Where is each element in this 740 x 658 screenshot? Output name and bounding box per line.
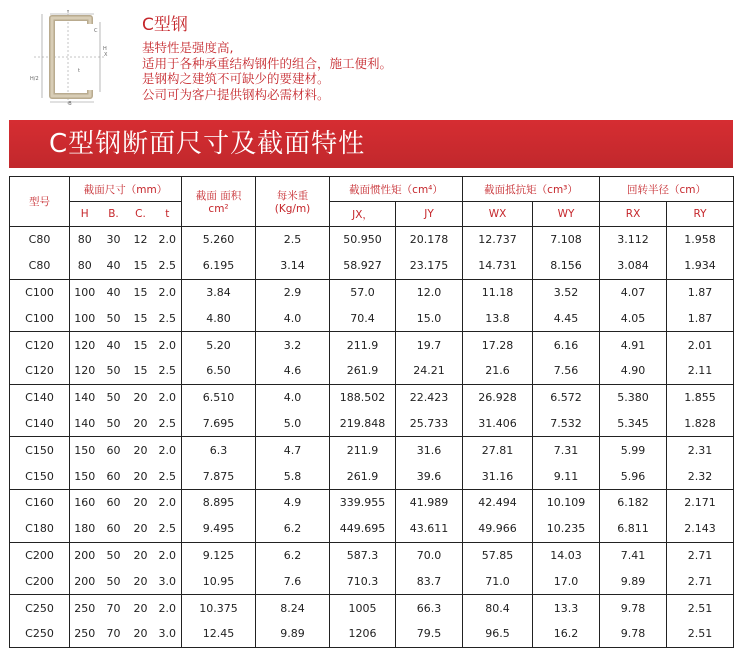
cell-area: 5.260	[182, 227, 256, 253]
description-line: 公司可为客户提供钢构必需材料。	[142, 86, 330, 102]
cell-jx: 710.3	[330, 568, 396, 594]
product-header	[0, 0, 740, 112]
cell-c: 15	[128, 358, 154, 384]
cell-area: 8.895	[182, 489, 256, 515]
cell-wx: 96.5	[463, 621, 533, 647]
cell-jx: 261.9	[330, 358, 396, 384]
cell-weight: 5.8	[256, 463, 330, 489]
header-weight-unit: (Kg/m)	[274, 203, 311, 215]
cell-c: 20	[128, 463, 154, 489]
cell-rx: 3.112	[600, 227, 667, 253]
cell-jx: 50.950	[330, 227, 396, 253]
cell-c: 20	[128, 384, 154, 410]
cell-ry: 2.31	[667, 437, 734, 463]
cell-wx: 13.8	[463, 305, 533, 331]
cell-jx: 587.3	[330, 542, 396, 568]
cell-jy: 24.21	[396, 358, 463, 384]
description-line: 是钢构之建筑不可缺少的要建材。	[142, 71, 330, 86]
header-weight-label: 每米重	[276, 190, 309, 202]
cell-area: 10.95	[182, 568, 256, 594]
cell-wx: 49.966	[463, 516, 533, 542]
cell-h: 120	[70, 332, 100, 358]
cell-weight: 9.89	[256, 621, 330, 647]
header-weight	[256, 177, 330, 227]
cell-h: 180	[70, 516, 100, 542]
cell-weight: 2.9	[256, 279, 330, 305]
cell-t: 2.0	[154, 332, 182, 358]
cell-model: C80	[10, 253, 70, 279]
header-b: B.	[100, 202, 128, 227]
cell-model: C150	[10, 437, 70, 463]
cell-t: 3.0	[154, 568, 182, 594]
cell-jy: 20.178	[396, 227, 463, 253]
cell-jy: 39.6	[396, 463, 463, 489]
table-row	[10, 437, 734, 463]
cell-weight: 6.2	[256, 542, 330, 568]
cell-area: 3.84	[182, 279, 256, 305]
b-label: B	[68, 101, 72, 105]
cell-area: 7.695	[182, 411, 256, 437]
cell-wy: 9.11	[533, 463, 600, 489]
cell-wy: 4.45	[533, 305, 600, 331]
cell-wx: 14.731	[463, 253, 533, 279]
cell-b: 50	[100, 358, 128, 384]
cell-b: 60	[100, 489, 128, 515]
cell-t: 2.5	[154, 305, 182, 331]
cell-jy: 43.611	[396, 516, 463, 542]
cell-c: 20	[128, 437, 154, 463]
section-banner: C型钢断面尺寸及截面特性	[9, 120, 733, 168]
y-axis-label: Y	[66, 10, 70, 15]
cell-wy: 6.572	[533, 384, 600, 410]
cell-ry: 2.51	[667, 595, 734, 621]
cell-weight: 6.2	[256, 516, 330, 542]
cell-area: 6.50	[182, 358, 256, 384]
cell-area: 6.3	[182, 437, 256, 463]
cell-ry: 1.934	[667, 253, 734, 279]
cell-h: 200	[70, 542, 100, 568]
cell-wx: 57.85	[463, 542, 533, 568]
cell-c: 20	[128, 411, 154, 437]
cell-jx: 1005	[330, 595, 396, 621]
cell-rx: 9.89	[600, 568, 667, 594]
cell-wx: 27.81	[463, 437, 533, 463]
cell-ry: 2.71	[667, 568, 734, 594]
cell-model: C120	[10, 358, 70, 384]
cell-rx: 5.345	[600, 411, 667, 437]
cell-t: 2.5	[154, 358, 182, 384]
header-c: C.	[128, 202, 154, 227]
header-t: t	[154, 202, 182, 227]
cell-ry: 2.51	[667, 621, 734, 647]
cell-area: 10.375	[182, 595, 256, 621]
cell-weight: 8.24	[256, 595, 330, 621]
cell-model: C100	[10, 279, 70, 305]
table-row	[10, 542, 734, 568]
cell-rx: 4.05	[600, 305, 667, 331]
half-h-label: H/2	[30, 76, 39, 82]
cell-ry: 2.01	[667, 332, 734, 358]
cell-h: 250	[70, 621, 100, 647]
cell-h: 160	[70, 489, 100, 515]
cell-weight: 4.0	[256, 384, 330, 410]
table-row	[10, 279, 734, 305]
cell-b: 50	[100, 384, 128, 410]
cell-c: 12	[128, 227, 154, 253]
cell-h: 140	[70, 411, 100, 437]
cell-model: C120	[10, 332, 70, 358]
cell-jy: 70.0	[396, 542, 463, 568]
cell-ry: 2.32	[667, 463, 734, 489]
header-dimensions: 截面尺寸（mm）	[70, 177, 182, 202]
cell-model: C140	[10, 384, 70, 410]
header-radius: 回转半径（cm）	[600, 177, 734, 202]
cell-t: 2.0	[154, 542, 182, 568]
header-jx: JX，	[330, 202, 396, 227]
table-row	[10, 332, 734, 358]
cell-jx: 219.848	[330, 411, 396, 437]
cell-rx: 9.78	[600, 621, 667, 647]
cell-c: 20	[128, 516, 154, 542]
cell-weight: 4.0	[256, 305, 330, 331]
cell-ry: 1.87	[667, 279, 734, 305]
cell-wx: 26.928	[463, 384, 533, 410]
cell-jy: 15.0	[396, 305, 463, 331]
cell-wy: 16.2	[533, 621, 600, 647]
cell-area: 4.80	[182, 305, 256, 331]
table-row	[10, 358, 734, 384]
header-inertia: 截面惯性矩（cm⁴）	[330, 177, 463, 202]
cell-wy: 7.31	[533, 437, 600, 463]
cell-jy: 83.7	[396, 568, 463, 594]
table-header	[10, 177, 734, 227]
cell-jx: 70.4	[330, 305, 396, 331]
cell-area: 7.875	[182, 463, 256, 489]
cell-t: 2.0	[154, 489, 182, 515]
product-title: C型钢	[142, 15, 188, 35]
cell-wy: 8.156	[533, 253, 600, 279]
table-row	[10, 253, 734, 279]
table-body	[10, 227, 734, 648]
cell-model: C100	[10, 305, 70, 331]
table-row	[10, 463, 734, 489]
cell-h: 80	[70, 227, 100, 253]
cell-wy: 14.03	[533, 542, 600, 568]
cell-h: 100	[70, 279, 100, 305]
cell-model: C250	[10, 595, 70, 621]
cell-b: 50	[100, 542, 128, 568]
cell-b: 70	[100, 595, 128, 621]
c-label: C	[94, 28, 98, 34]
cell-t: 2.0	[154, 437, 182, 463]
cell-wy: 7.532	[533, 411, 600, 437]
cell-c: 15	[128, 305, 154, 331]
cell-model: C250	[10, 621, 70, 647]
cell-b: 50	[100, 568, 128, 594]
header-wy: WY	[533, 202, 600, 227]
cell-rx: 3.084	[600, 253, 667, 279]
cell-jx: 449.695	[330, 516, 396, 542]
cell-wx: 71.0	[463, 568, 533, 594]
cell-ry: 1.828	[667, 411, 734, 437]
cell-wx: 21.6	[463, 358, 533, 384]
table-row	[10, 305, 734, 331]
cell-t: 2.0	[154, 384, 182, 410]
cell-h: 150	[70, 463, 100, 489]
cell-model: C80	[10, 227, 70, 253]
cell-rx: 4.90	[600, 358, 667, 384]
cell-jx: 58.927	[330, 253, 396, 279]
cell-area: 9.125	[182, 542, 256, 568]
header-area-unit: cm²	[208, 203, 229, 215]
cell-rx: 4.07	[600, 279, 667, 305]
cell-jx: 211.9	[330, 437, 396, 463]
cell-jx: 1206	[330, 621, 396, 647]
cell-jx: 211.9	[330, 332, 396, 358]
cell-model: C150	[10, 463, 70, 489]
cell-c: 20	[128, 568, 154, 594]
cell-jy: 23.175	[396, 253, 463, 279]
cell-weight: 7.6	[256, 568, 330, 594]
table-row	[10, 411, 734, 437]
header-area-label: 截面 面积	[195, 190, 242, 202]
header-jy: JY	[396, 202, 463, 227]
table-row	[10, 384, 734, 410]
cell-jy: 12.0	[396, 279, 463, 305]
cell-h: 120	[70, 358, 100, 384]
cell-b: 60	[100, 463, 128, 489]
cell-wy: 10.235	[533, 516, 600, 542]
cell-t: 3.0	[154, 621, 182, 647]
cell-c: 20	[128, 489, 154, 515]
cell-wx: 31.406	[463, 411, 533, 437]
c-channel-section-icon	[30, 10, 110, 105]
cell-rx: 4.91	[600, 332, 667, 358]
cell-wx: 42.494	[463, 489, 533, 515]
cell-model: C140	[10, 411, 70, 437]
table-row	[10, 227, 734, 253]
cell-model: C160	[10, 489, 70, 515]
cell-b: 40	[100, 332, 128, 358]
cell-model: C200	[10, 568, 70, 594]
table-row	[10, 516, 734, 542]
cell-wx: 11.18	[463, 279, 533, 305]
h-label: H	[103, 46, 107, 52]
x-axis-label: X	[104, 52, 108, 58]
table-row	[10, 568, 734, 594]
spec-table	[9, 176, 734, 648]
cell-b: 50	[100, 411, 128, 437]
cell-h: 80	[70, 253, 100, 279]
cell-c: 15	[128, 279, 154, 305]
cell-wy: 17.0	[533, 568, 600, 594]
description-line: 适用于各种承重结构钢件的组合，施工便利。	[142, 55, 393, 71]
cell-h: 150	[70, 437, 100, 463]
cell-c: 15	[128, 332, 154, 358]
cell-h: 250	[70, 595, 100, 621]
product-description	[142, 40, 392, 102]
cell-h: 200	[70, 568, 100, 594]
header-ry: RY	[667, 202, 734, 227]
cell-wy: 6.16	[533, 332, 600, 358]
cell-weight: 2.5	[256, 227, 330, 253]
cell-weight: 3.14	[256, 253, 330, 279]
table-row	[10, 489, 734, 515]
cell-rx: 5.96	[600, 463, 667, 489]
cell-jy: 41.989	[396, 489, 463, 515]
cell-weight: 3.2	[256, 332, 330, 358]
cell-jy: 66.3	[396, 595, 463, 621]
cell-jy: 25.733	[396, 411, 463, 437]
header-h: H	[70, 202, 100, 227]
cell-b: 40	[100, 253, 128, 279]
cell-rx: 6.182	[600, 489, 667, 515]
cell-t: 2.5	[154, 411, 182, 437]
cell-wx: 12.737	[463, 227, 533, 253]
cell-jx: 339.955	[330, 489, 396, 515]
cell-weight: 4.7	[256, 437, 330, 463]
cell-wy: 7.56	[533, 358, 600, 384]
cell-wx: 80.4	[463, 595, 533, 621]
cell-weight: 4.6	[256, 358, 330, 384]
cell-b: 60	[100, 516, 128, 542]
cell-model: C200	[10, 542, 70, 568]
cell-jx: 57.0	[330, 279, 396, 305]
table-row	[10, 621, 734, 647]
cell-rx: 6.811	[600, 516, 667, 542]
cell-wy: 7.108	[533, 227, 600, 253]
cell-b: 30	[100, 227, 128, 253]
cell-ry: 1.855	[667, 384, 734, 410]
cell-wy: 10.109	[533, 489, 600, 515]
cell-t: 2.0	[154, 227, 182, 253]
header-rx: RX	[600, 202, 667, 227]
cell-rx: 9.78	[600, 595, 667, 621]
cell-weight: 4.9	[256, 489, 330, 515]
cell-c: 20	[128, 621, 154, 647]
cell-weight: 5.0	[256, 411, 330, 437]
cell-jy: 22.423	[396, 384, 463, 410]
cell-ry: 2.143	[667, 516, 734, 542]
header-wx: WX	[463, 202, 533, 227]
cell-jx: 188.502	[330, 384, 396, 410]
cell-c: 20	[128, 542, 154, 568]
cell-area: 5.20	[182, 332, 256, 358]
cell-rx: 5.380	[600, 384, 667, 410]
cell-b: 70	[100, 621, 128, 647]
cell-ry: 2.11	[667, 358, 734, 384]
cell-wx: 17.28	[463, 332, 533, 358]
cell-ry: 1.958	[667, 227, 734, 253]
description-line: 基特性是强度高,	[142, 40, 234, 55]
table-row	[10, 595, 734, 621]
cell-t: 2.5	[154, 463, 182, 489]
cell-b: 40	[100, 279, 128, 305]
cell-h: 140	[70, 384, 100, 410]
cell-area: 9.495	[182, 516, 256, 542]
cell-t: 2.0	[154, 595, 182, 621]
cell-model: C180	[10, 516, 70, 542]
cell-c: 15	[128, 253, 154, 279]
cell-jx: 261.9	[330, 463, 396, 489]
header-area	[182, 177, 256, 227]
cell-wy: 3.52	[533, 279, 600, 305]
header-model: 型号	[10, 177, 70, 227]
cell-ry: 2.171	[667, 489, 734, 515]
cell-b: 60	[100, 437, 128, 463]
cell-t: 2.0	[154, 279, 182, 305]
cell-rx: 5.99	[600, 437, 667, 463]
cell-t: 2.5	[154, 516, 182, 542]
cell-area: 6.510	[182, 384, 256, 410]
cell-jy: 19.7	[396, 332, 463, 358]
cell-area: 6.195	[182, 253, 256, 279]
cell-h: 100	[70, 305, 100, 331]
cell-b: 50	[100, 305, 128, 331]
cell-jy: 31.6	[396, 437, 463, 463]
cell-wx: 31.16	[463, 463, 533, 489]
cell-wy: 13.3	[533, 595, 600, 621]
cell-t: 2.5	[154, 253, 182, 279]
header-modulus: 截面抵抗矩（cm³）	[463, 177, 600, 202]
cell-jy: 79.5	[396, 621, 463, 647]
t-label: t	[78, 68, 80, 74]
cell-area: 12.45	[182, 621, 256, 647]
cell-c: 20	[128, 595, 154, 621]
cell-ry: 1.87	[667, 305, 734, 331]
cell-ry: 2.71	[667, 542, 734, 568]
cell-rx: 7.41	[600, 542, 667, 568]
